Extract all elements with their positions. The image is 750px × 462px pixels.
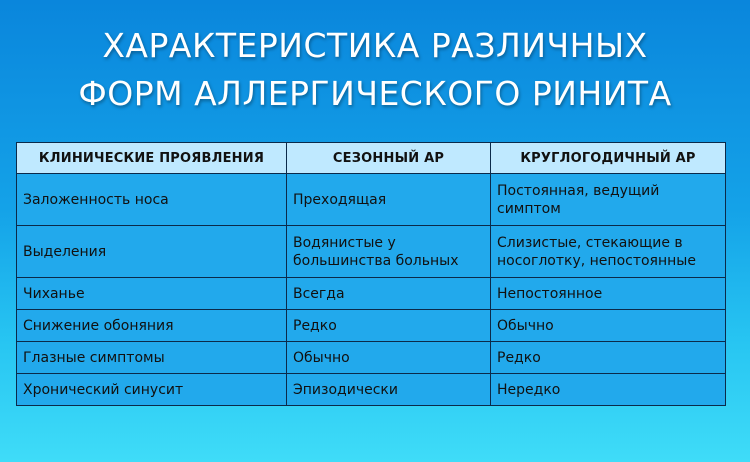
- table-cell: Чиханье: [17, 278, 287, 310]
- table-cell: Хронический синусит: [17, 374, 287, 406]
- table-cell: Выделения: [17, 226, 287, 278]
- title-line-2: ФОРМ АЛЛЕРГИЧЕСКОГО РИНИТА: [78, 74, 672, 113]
- table-cell: Всегда: [287, 278, 491, 310]
- table-cell: Глазные симптомы: [17, 342, 287, 374]
- table-row: [17, 278, 726, 310]
- header-clinical-manifestations: КЛИНИЧЕСКИЕ ПРОЯВЛЕНИЯ: [17, 143, 287, 174]
- table-cell: Снижение обоняния: [17, 310, 287, 342]
- table-cell: Редко: [287, 310, 491, 342]
- table-cell: Преходящая: [287, 174, 491, 226]
- table-row: [17, 374, 726, 406]
- table-cell: Эпизодически: [287, 374, 491, 406]
- table-cell: Нередко: [491, 374, 726, 406]
- table-cell: Обычно: [491, 310, 726, 342]
- table-header-row: [17, 143, 726, 174]
- table-cell: Непостоянное: [491, 278, 726, 310]
- table-row: [17, 226, 726, 278]
- table-row: [17, 174, 726, 226]
- comparison-table: [16, 142, 726, 406]
- page-title: [0, 22, 750, 118]
- table-cell: Слизистые, стекающие в носоглотку, непостоянные: [491, 226, 726, 278]
- table-cell: Заложенность носа: [17, 174, 287, 226]
- table-row: [17, 310, 726, 342]
- table-cell: Водянистые у большинства больных: [287, 226, 491, 278]
- table-cell: Обычно: [287, 342, 491, 374]
- header-seasonal-ar: СЕЗОННЫЙ АР: [287, 143, 491, 174]
- title-line-1: ХАРАКТЕРИСТИКА РАЗЛИЧНЫХ: [102, 26, 648, 65]
- header-perennial-ar: КРУГЛОГОДИЧНЫЙ АР: [491, 143, 726, 174]
- table-cell: Редко: [491, 342, 726, 374]
- table-row: [17, 342, 726, 374]
- table-cell: Постоянная, ведущий симптом: [491, 174, 726, 226]
